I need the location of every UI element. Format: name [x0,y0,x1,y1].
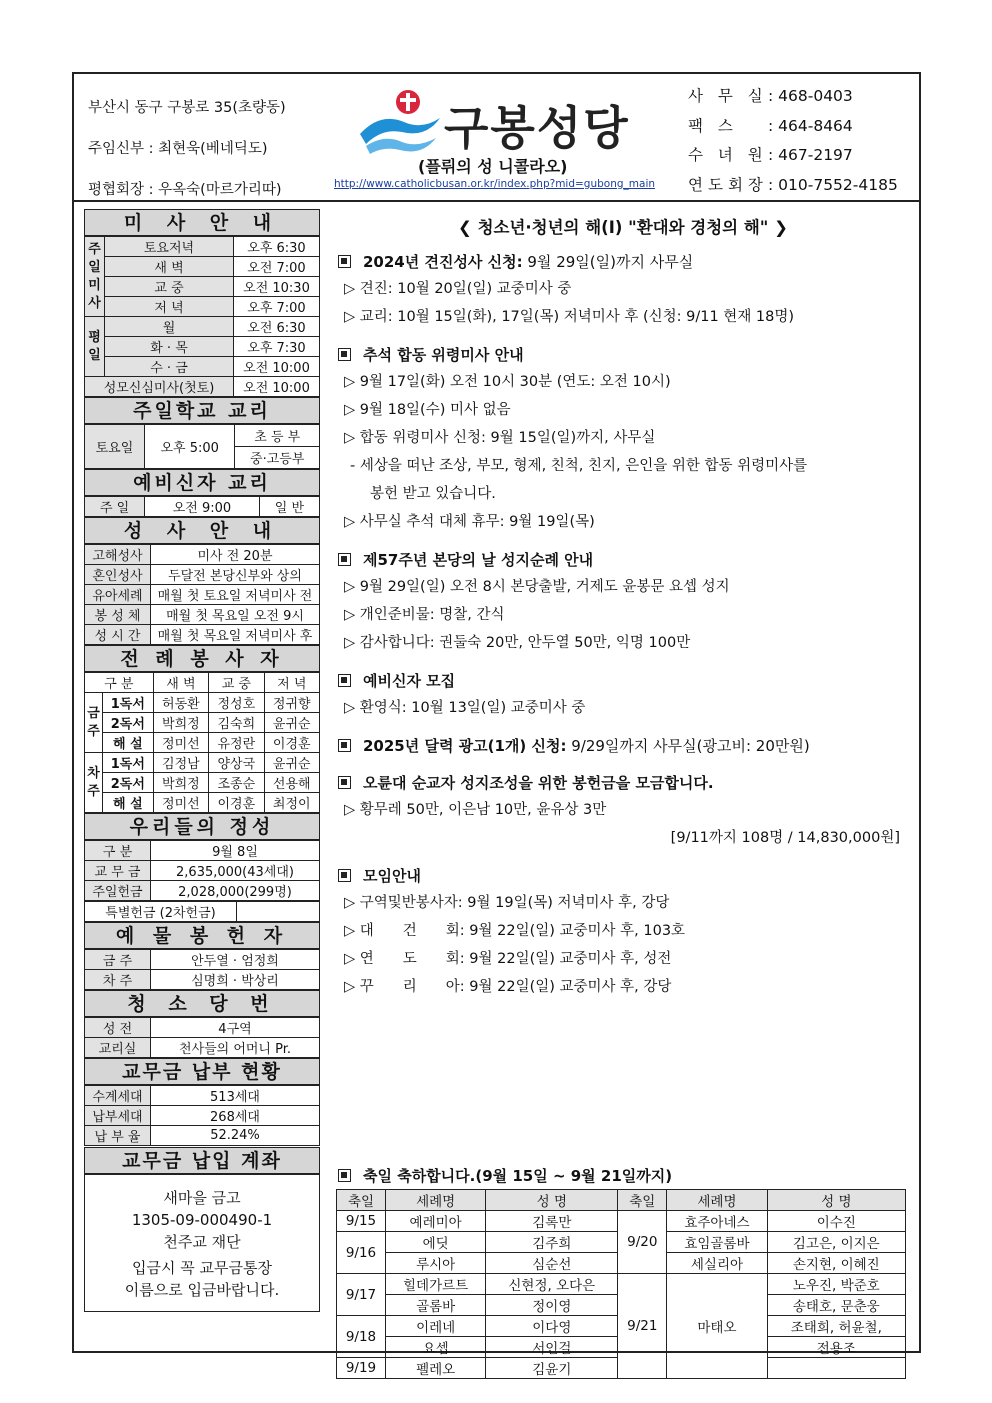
offering-title: 우리들의 정성 [84,813,320,840]
baptismal-name: 세실리아 [667,1253,767,1274]
mass-name: 교 중 [105,277,234,297]
contact-value: : 468-0403 [768,87,853,105]
servers-week-label: 차 주 [85,753,103,813]
feast-table [336,1189,906,1379]
feast-date: 9/18 [337,1316,386,1358]
sacrament-detail: 매월 첫 목요일 오전 9시 [151,605,320,625]
server-name: 정미선 [153,793,208,813]
notice-section [336,732,910,759]
table-row [85,1126,320,1146]
mass-time: 오후 7:00 [234,297,320,317]
council-president: 평협회장 : 우옥숙(마르가리따) [88,182,282,198]
servers-role: 2독서 [103,773,154,793]
notice-heading-detail: 9월 29일(일)까지 사무실 [522,253,694,271]
table-row [85,1018,320,1038]
notice-section [336,862,910,1001]
sacrament-name: 혼인성사 [85,565,151,585]
notice-line: ▷ 구역및반봉사자: 9월 19일(목) 저녁미사 후, 강당 [344,895,670,911]
server-name: 양상국 [209,753,264,773]
notice-line: 봉헌 받고 있습니다. [370,486,496,502]
notice-line: ▷ 환영식: 10월 13일(일) 교중미사 중 [344,700,586,716]
notice-heading-text: 오륜대 순교자 성지조성을 위한 봉헌금을 모금합니다. [363,774,714,792]
feast-header: 세례명 [385,1190,485,1211]
notice-line: ▷ 9월 18일(수) 미사 없음 [344,402,511,418]
sacrament-table [84,544,320,645]
person-name: 손지현, 이혜진 [767,1253,905,1274]
contact-label: 수 녀 원 [688,146,768,164]
gift-label: 차 주 [85,970,151,990]
notice-heading-text: 제57주년 본당의 날 성지순례 안내 [363,551,594,569]
sacrament-name: 성 시 간 [85,625,151,645]
mass-time: 오전 7:00 [234,257,320,277]
notice-section [336,546,910,657]
notice-line: [9/11까지 108명 / 14,830,000원] [670,830,900,846]
catechumen-time: 오전 9:00 [145,497,260,517]
baptismal-name: 효주아네스 [667,1211,767,1232]
dues-label: 납부세대 [85,1106,151,1126]
table-row [337,1211,906,1232]
offering-label: 주일헌금 [85,881,151,901]
notice-section [336,341,910,536]
mother-mass-time: 오전 10:00 [234,377,320,397]
table-row [85,881,320,901]
gift-title: 예 물 봉 헌 자 [84,922,320,949]
baptismal-name: 루시아 [385,1253,485,1274]
mass-table [84,236,320,397]
baptismal-name: 에딧 [385,1232,485,1253]
catechumen-kind: 일 반 [259,497,319,517]
notice-heading-text: 예비신자 모집 [363,672,456,690]
baptismal-name: 예레미아 [385,1211,485,1232]
person-name: 신현정, 오다은 [486,1274,618,1295]
dues-title: 교무금 납부 현황 [84,1058,320,1085]
notice-heading-text: 2024년 견진성사 신청: [363,253,523,271]
feast-date: 9/15 [337,1211,386,1232]
notice-line: - 세상을 떠난 조상, 부모, 형제, 친척, 친지, 은인을 위한 합동 위령미사를 [350,458,808,474]
mass-time: 오후 6:30 [234,237,320,257]
notice-line: ▷ 연 도 회: 9월 22일(일) 교중미사 후, 성전 [344,951,672,967]
offering-label: 구 분 [85,841,151,861]
table-row [337,1190,906,1211]
mass-name: 토요저녁 [105,237,234,257]
person-name: 김록만 [486,1211,618,1232]
notice-line: ▷ 교리: 10월 15일(화), 17일(목) 저녁미사 후 (신청: 9/11 현재 18명) [344,309,795,325]
table-row [85,585,320,605]
notice-line: ▷ 합동 위령미사 신청: 9월 15일(일)까지, 사무실 [344,430,656,446]
baptismal-name: 골롬바 [385,1295,485,1316]
offering-value: 2,028,000(299명) [151,881,320,901]
notice-line: ▷ 황무레 50만, 이은남 10만, 윤유상 3만 [344,802,607,818]
account-line: 천주교 재단 [163,1233,241,1251]
person-name: 김주희 [486,1232,618,1253]
square-bullet-icon [338,739,351,752]
servers-header: 교 중 [209,673,264,693]
table-row [85,545,320,565]
server-name: 유정란 [209,733,264,753]
contact-list [688,82,898,200]
notice-section [336,667,910,722]
notice-heading [336,862,910,889]
sacrament-detail: 두달전 본당신부와 상의 [151,565,320,585]
sacrament-title: 성 사 안 내 [84,517,320,544]
dues-table [84,1085,320,1146]
person-name: 정이영 [486,1295,618,1316]
servers-title: 전 례 봉 사 자 [84,645,320,672]
person-name: 김고은, 이지은 [767,1232,905,1253]
person-name: 송태호, 문춘웅 [767,1295,905,1316]
mass-time: 오전 6:30 [234,317,320,337]
mass-time: 오전 10:30 [234,277,320,297]
server-name: 조종순 [209,773,264,793]
feast-header: 세례명 [667,1190,767,1211]
contact-row [688,112,898,142]
contact-row [688,82,898,112]
sacrament-name: 유아세례 [85,585,151,605]
mother-mass-name: 성모신심미사(첫토) [85,377,234,397]
person-name: 조태희, 허윤철, [767,1316,905,1337]
baptismal-name: 마태오 [667,1274,767,1379]
catechumen-title: 예비신자 교리 [84,469,320,496]
notice-line: ▷ 9월 17일(화) 오전 10시 30분 (연도: 오전 10시) [344,374,671,390]
server-name: 허동환 [153,693,208,713]
mass-name: 화 · 목 [105,337,234,357]
baptismal-name: 펠레오 [385,1358,485,1379]
offering-table [84,840,320,901]
person-name: 전용조 [767,1337,905,1358]
feast-date: 9/20 [618,1211,667,1274]
offering-value: 9월 8일 [151,841,320,861]
gift-names: 심명희 · 박상리 [151,970,320,990]
gift-label: 금 주 [85,950,151,970]
table-row [85,1106,320,1126]
servers-role: 해 설 [103,733,154,753]
notice-heading [336,248,910,275]
notice-section [336,248,910,331]
person-name [767,1358,905,1379]
square-bullet-icon [338,255,351,268]
school-group-elem: 초 등 부 [235,425,320,447]
notice-heading [336,546,910,573]
server-name: 정성호 [209,693,264,713]
sacrament-name: 봉 성 체 [85,605,151,625]
gift-names: 안두열 · 엄정희 [151,950,320,970]
feast-date: 9/17 [337,1274,386,1316]
server-name: 김정남 [153,753,208,773]
special-offering-table [84,901,320,922]
account-title: 교무금 납입 계좌 [84,1147,320,1174]
mass-name: 저 녁 [105,297,234,317]
servers-role: 해 설 [103,793,154,813]
baptismal-name: 요셉 [385,1337,485,1358]
mass-name: 월 [105,317,234,337]
table-row [85,773,320,793]
feast-header: 성 명 [767,1190,905,1211]
catechumen-table [84,496,320,517]
notice-heading [336,732,910,759]
baptismal-name: 힐데가르트 [385,1274,485,1295]
notice-line: ▷ 꾸 리 아: 9월 22일(일) 교중미사 후, 강당 [344,979,672,995]
parish-info [88,88,286,211]
notice-heading-detail: 9/29일까지 사무실(광고비: 20만원) [566,737,810,755]
person-name: 이다영 [486,1316,618,1337]
cleaning-group: 천사들의 어머니 Pr. [151,1038,320,1058]
school-time: 오후 5:00 [144,425,235,469]
parish-name: 구봉성당 [444,101,630,155]
mass-time: 오후 7:30 [234,337,320,357]
feast-section [336,1162,906,1379]
square-bullet-icon [338,348,351,361]
table-row [85,793,320,813]
account-line: 입금시 꼭 교무금통장 [132,1259,272,1277]
table-row [85,841,320,861]
servers-table [84,672,320,813]
notice-heading-text: 2025년 달력 광고(1개) 신청: [363,737,567,755]
contact-row [688,141,898,171]
table-row [85,693,320,713]
sunday-mass-label: 주 일 미 사 [85,237,105,317]
cleaning-area: 성 전 [85,1018,151,1038]
sunday-school-title: 주일학교 교리 [84,397,320,424]
dues-label: 납 부 율 [85,1126,151,1146]
table-row [85,565,320,585]
table-row [85,625,320,645]
feast-date: 9/16 [337,1232,386,1274]
contact-label: 연도회장 [688,175,768,194]
notice-heading-text: 추석 합동 위령미사 안내 [363,346,524,364]
catechumen-day: 주 일 [85,497,145,517]
contact-label: 팩 스 [688,116,738,135]
servers-role: 2독서 [103,713,154,733]
special-offering-value [237,902,320,922]
weekday-mass-label: 평 일 [85,317,105,377]
server-name: 이경훈 [209,793,264,813]
account-line: 1305-09-000490-1 [131,1211,273,1229]
table-row [85,673,320,693]
account-info [84,1174,320,1312]
notice-area [336,214,910,1001]
school-day: 토요일 [85,425,145,469]
dues-value: 52.24% [151,1126,320,1146]
sacrament-name: 고해성사 [85,545,151,565]
square-bullet-icon [338,869,351,882]
table-row [85,605,320,625]
table-row [85,950,320,970]
feast-date: 9/21 [618,1274,667,1379]
sacrament-detail: 미사 전 20분 [151,545,320,565]
feast-header: 축일 [337,1190,386,1211]
servers-week-label: 금 주 [85,693,103,753]
cleaning-group: 4구역 [151,1018,320,1038]
contact-row [688,171,898,201]
offering-label: 교 무 금 [85,861,151,881]
notice-sections [336,248,910,1001]
table-row [85,713,320,733]
mass-name: 새 벽 [105,257,234,277]
parish-patron: (플뤼의 성 니콜라오) [418,157,568,176]
cleaning-area: 교리실 [85,1038,151,1058]
notice-heading [336,667,910,694]
dues-label: 수계세대 [85,1086,151,1106]
school-group-mid: 중·고등부 [235,447,320,469]
address: 부산시 동구 구봉로 35(초량동) [88,100,286,116]
feast-heading [336,1162,906,1189]
server-name: 정귀향 [264,693,319,713]
square-bullet-icon [338,553,351,566]
server-name: 박희정 [153,713,208,733]
server-name: 최정이 [264,793,319,813]
feast-title: 축일 축하합니다.(9월 15일 ~ 9월 21일까지) [363,1167,673,1185]
special-offering-label: 특별헌금 (2차헌금) [85,902,237,922]
contact-value: : 464-8464 [768,116,853,135]
notice-line: ▷ 개인준비물: 명찰, 간식 [344,607,505,623]
notice-line: ▷ 감사합니다: 권둘숙 20만, 안두열 50만, 익명 100만 [344,635,691,651]
notice-heading-text: 모임안내 [363,867,421,885]
mass-title: 미 사 안 내 [84,209,320,236]
table-row [85,733,320,753]
dues-value: 513세대 [151,1086,320,1106]
contact-value: : 467-2197 [768,146,853,164]
gift-table [84,949,320,990]
server-name: 박희정 [153,773,208,793]
table-row [337,1274,906,1295]
table-row [85,1086,320,1106]
square-bullet-icon [338,776,351,789]
cleaning-table [84,1017,320,1058]
offering-value: 2,635,000(43세대) [151,861,320,881]
server-name: 정미선 [153,733,208,753]
notice-line: ▷ 대 건 회: 9월 22일(일) 교중미사 후, 103호 [344,923,686,939]
parish-logo [334,88,676,198]
person-name: 이수진 [767,1211,905,1232]
theme-title: ❮ 청소년·청년의 해(I) "환대와 경청의 해" ❯ [458,218,788,237]
server-name: 선용해 [264,773,319,793]
square-bullet-icon [338,1169,351,1182]
feast-header: 축일 [618,1190,667,1211]
servers-header: 저 녁 [264,673,319,693]
sacrament-detail: 매월 첫 목요일 저녁미사 후 [151,625,320,645]
server-name: 윤귀순 [264,713,319,733]
wave-cross-icon [356,88,446,160]
table-row [85,1038,320,1058]
notice-line: ▷ 견진: 10월 20일(일) 교중미사 중 [344,281,572,297]
baptismal-name: 효임골롬바 [667,1232,767,1253]
notice-section [336,769,910,852]
left-sidebar [84,209,320,1312]
servers-role: 1독서 [103,693,154,713]
account-line: 이름으로 입금바랍니다. [124,1281,280,1299]
feast-date: 9/19 [337,1358,386,1379]
baptismal-name: 이레네 [385,1316,485,1337]
person-name: 김윤기 [486,1358,618,1379]
bulletin-frame [72,72,921,1378]
servers-role: 1독서 [103,753,154,773]
notice-line: ▷ 사무실 추석 대체 휴무: 9월 19일(목) [344,514,595,530]
server-name: 김숙희 [209,713,264,733]
mass-time: 오전 10:00 [234,357,320,377]
server-name: 이경훈 [264,733,319,753]
notice-line: ▷ 9월 29일(일) 오전 8시 본당출발, 거제도 윤봉문 요셉 성지 [344,579,730,595]
contact-label: 사 무 실 [688,87,768,105]
cleaning-title: 청 소 당 번 [84,990,320,1017]
servers-header: 새 벽 [153,673,208,693]
parish-url-link[interactable]: http://www.catholicbusan.or.kr/index.php?mid=gubong_main [334,178,656,190]
dues-value: 268세대 [151,1106,320,1126]
sacrament-detail: 매월 첫 토요일 저녁미사 전 [151,585,320,605]
account-line: 새마을 금고 [163,1189,241,1207]
servers-header: 구 분 [85,673,154,693]
person-name: 노우진, 박준호 [767,1274,905,1295]
feast-header: 성 명 [486,1190,618,1211]
bulletin-header [74,74,919,202]
pastor: 주임신부 : 최현욱(베네딕도) [88,141,268,157]
person-name: 서인걸 [486,1337,618,1358]
person-name: 심순선 [486,1253,618,1274]
sunday-school-table [84,424,320,469]
table-row [85,753,320,773]
contact-value: : 010-7552-4185 [768,175,898,194]
notice-heading [336,769,910,796]
table-row [85,861,320,881]
notice-heading [336,341,910,368]
server-name: 윤귀순 [264,753,319,773]
square-bullet-icon [338,674,351,687]
table-row [85,970,320,990]
mass-name: 수 · 금 [105,357,234,377]
